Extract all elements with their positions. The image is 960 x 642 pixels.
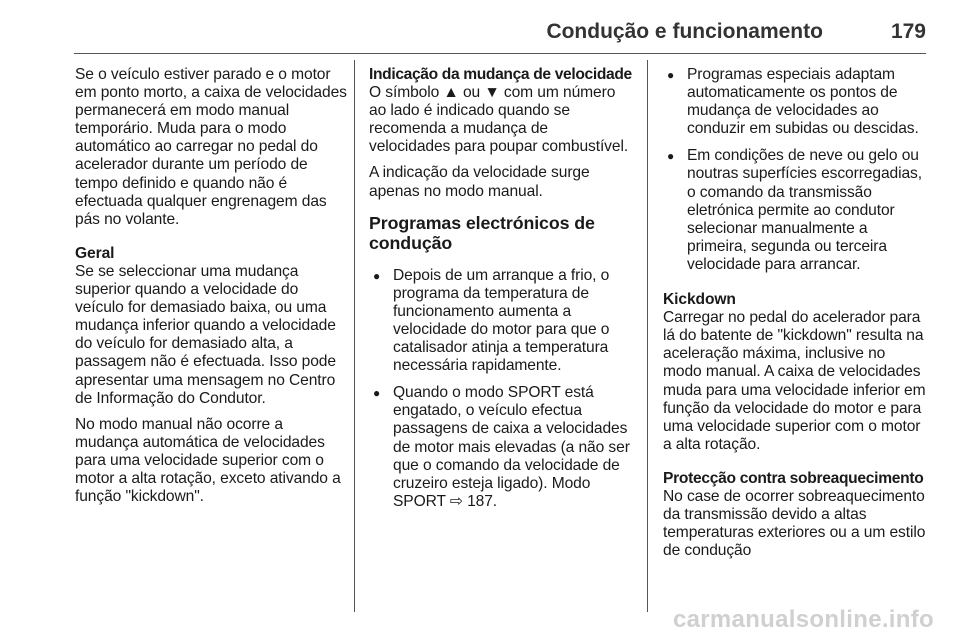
page-number: 179 [890, 20, 926, 43]
list-item: ● Quando o modo SPORT está engatado, o veículo efectua passagens de caixa a velocidades de motor mais elevadas (a não ser que o comando da velocidade de cruzeiro esteja ligado). Modo SPORT ⇨ 187. [369, 384, 633, 511]
proteccao-paragraph: No case de ocorrer sobreaquecimento da transmissão devido a altas temperaturas exteriores ou a um estilo de condução [663, 487, 926, 560]
indicacao-paragraph-2: A indicação da velocidade surge apenas no modo manual. [369, 164, 590, 200]
page-header [74, 20, 926, 52]
list-item: ● Em condições de neve ou gelo ou noutras superfícies escorregadias, o comando da transmissão eletrónica permite ao condutor selecionar manualmente a primeira, segunda ou terceira velocidade para arrancar. [663, 147, 927, 274]
geral-heading: Geral [75, 244, 115, 262]
column-1 [75, 66, 347, 514]
geral-paragraph-1: Se se seleccionar uma mudança superior quando a velocidade do veículo for demasiado baixa, ou uma mudança inferior quando a velocidade do veículo for demasiado alta, a passagem não é efectuada. Isso pode apresentar uma mensagem no Centro de Informação do Condutor. [75, 262, 336, 407]
kickdown-paragraph: Carregar no pedal do acelerador para lá do batente de "kickdown" resulta na aceleração máxima, inclusive no modo manual. A caixa de velocidades muda para uma velocidade inferior em função da velocidade do motor e para uma velocidade superior com o motor a alta rotação. [663, 309, 926, 453]
column-divider-1 [354, 60, 355, 612]
programas-heading: Programas electrónicos de condução [369, 212, 595, 253]
column-3 [663, 66, 927, 568]
list-item: ● Programas especiais adaptam automaticamente os pontos de mudança de velocidades ao conduzir em subidas ou descidas. [663, 66, 927, 138]
list-item: ● Depois de um arranque a frio, o programa da temperatura de funcionamento aumenta a velocidade do motor para que o catalisador atinja a temperatura necessária rapidamente. [369, 267, 633, 376]
column-divider-2 [647, 60, 648, 612]
watermark: carmanualsonline.info [672, 606, 934, 633]
proteccao-heading: Protecção contra sobreaquecimento [663, 469, 924, 487]
intro-paragraph: Se o veículo estiver parado e o motor em ponto morto, a caixa de velocidades permanecerá em modo manual temporário. Muda para o modo automático ao carregar no pedal do acelerador durante um período de tempo definido e quando não é efectuada qualquer engrenagem das pás no volante. [75, 66, 347, 228]
header-rule [74, 53, 926, 54]
geral-paragraph-2: No modo manual não ocorre a mudança automática de velocidades para uma velocidade superior com o motor a alta rotação, exceto ativando a função "kickdown". [75, 415, 341, 506]
indicacao-heading: Indicação da mudança de velocidade [369, 66, 632, 83]
column-2 [369, 66, 633, 520]
section-title: Condução e funcionamento [546, 20, 823, 43]
programas-list [369, 267, 633, 511]
indicacao-paragraph-1: O símbolo ▲ ou ▼ com um número ao lado é indicado quando se recomenda a mudança de velocidades para poupar combustível. [369, 84, 629, 156]
programas-list-continued [663, 66, 927, 274]
kickdown-heading: Kickdown [663, 291, 736, 309]
